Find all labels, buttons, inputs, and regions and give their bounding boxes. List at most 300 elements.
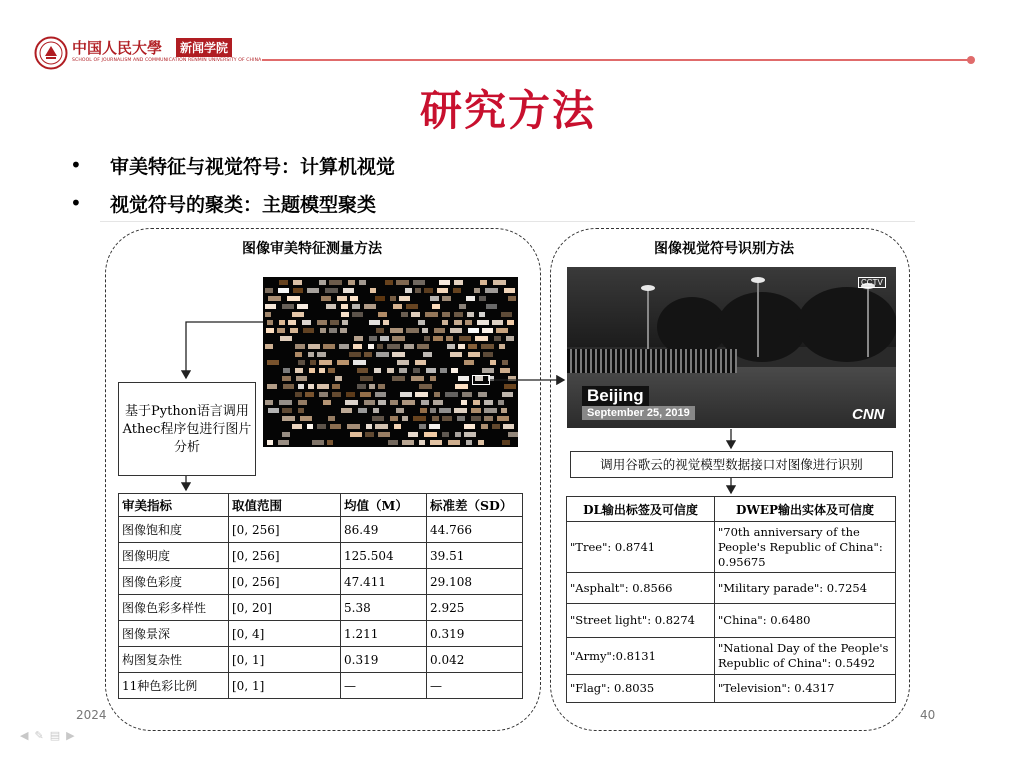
thumbnail-tile bbox=[374, 368, 381, 373]
street-lamp-glow bbox=[641, 285, 655, 291]
thumbnail-tile bbox=[308, 384, 314, 389]
thumbnail-tile bbox=[360, 376, 373, 381]
table-cell: 0.319 bbox=[427, 621, 523, 647]
thumbnail-tile bbox=[326, 304, 336, 309]
thumbnail-tile bbox=[319, 368, 325, 373]
table-cell: 1.211 bbox=[341, 621, 427, 647]
thumbnail-tile bbox=[411, 376, 424, 381]
thumbnail-tile bbox=[280, 336, 292, 341]
thumbnail-tile bbox=[508, 296, 516, 301]
thumbnail-tile bbox=[397, 360, 409, 365]
table-cell: [0, 20] bbox=[229, 595, 341, 621]
thumbnail-tile bbox=[450, 328, 462, 333]
thumbnail-tile bbox=[394, 424, 401, 429]
table-cell: [0, 256] bbox=[229, 569, 341, 595]
location-caption: Beijing bbox=[582, 386, 649, 406]
thumbnail-tile bbox=[350, 296, 358, 301]
thumbnail-tile bbox=[319, 360, 332, 365]
table-cell: [0, 256] bbox=[229, 543, 341, 569]
pen-icon[interactable]: ✎ bbox=[34, 729, 44, 742]
thumbnail-tile bbox=[399, 296, 410, 301]
thumbnail-tile bbox=[396, 408, 404, 413]
school-badge: 新闻学院 bbox=[176, 38, 232, 57]
thumbnail-tile bbox=[360, 392, 371, 397]
thumbnail-tile bbox=[328, 368, 335, 373]
thumbnail-tile bbox=[433, 336, 443, 341]
thumbnail-tile bbox=[265, 344, 273, 349]
thumbnail-tile bbox=[267, 440, 273, 445]
thumbnail-tile bbox=[455, 432, 461, 437]
thumbnail-tile bbox=[430, 296, 439, 301]
table-cell: 图像色彩度 bbox=[119, 569, 229, 595]
cnn-logo: CNN bbox=[852, 406, 885, 423]
thumbnail-tile bbox=[408, 432, 418, 437]
thumbnail-tile bbox=[501, 312, 512, 317]
bullet-marker: • bbox=[70, 153, 82, 177]
thumbnail-tile bbox=[468, 352, 480, 357]
thumbnail-tile bbox=[317, 320, 327, 325]
thumbnail-tile bbox=[378, 312, 387, 317]
thumbnail-tile bbox=[455, 384, 468, 389]
thumbnail-tile bbox=[425, 312, 438, 317]
table-cell: 29.108 bbox=[427, 569, 523, 595]
thumbnail-tile bbox=[496, 328, 508, 333]
thumbnail-tile bbox=[296, 376, 307, 381]
thumbnail-tile bbox=[298, 360, 305, 365]
table-header-cell: 审美指标 bbox=[119, 494, 229, 517]
selected-image-marker bbox=[472, 375, 490, 385]
table-cell: 图像明度 bbox=[119, 543, 229, 569]
aesthetic-features-table bbox=[118, 493, 523, 699]
thumbnail-tile bbox=[317, 352, 326, 357]
thumbnail-tile bbox=[307, 424, 313, 429]
table-cell: "National Day of the People's Republic of China": 0.5492 bbox=[715, 638, 896, 675]
thumbnail-tile bbox=[504, 384, 516, 389]
thumbnail-tile bbox=[341, 312, 349, 317]
thumbnail-tile bbox=[347, 424, 360, 429]
thumbnail-tile bbox=[303, 328, 314, 333]
thumbnail-tile bbox=[494, 336, 501, 341]
bullet-item bbox=[70, 184, 395, 222]
thumbnail-tile bbox=[317, 424, 326, 429]
thumbnail-tile bbox=[451, 368, 458, 373]
thumbnail-tile bbox=[506, 336, 514, 341]
street-lamp bbox=[867, 285, 869, 357]
thumbnail-tile bbox=[474, 288, 480, 293]
thumbnail-tile bbox=[373, 408, 379, 413]
thumbnail-tile bbox=[418, 320, 425, 325]
thumbnail-tile bbox=[445, 392, 458, 397]
thumbnail-tile bbox=[325, 288, 338, 293]
thumbnail-tile bbox=[481, 344, 494, 349]
thumbnail-tile bbox=[287, 296, 300, 301]
thumbnail-tile bbox=[368, 344, 374, 349]
bullet-list bbox=[70, 146, 395, 222]
thumbnail-tile bbox=[349, 352, 361, 357]
thumbnail-tile bbox=[387, 344, 400, 349]
thumbnail-tile bbox=[390, 400, 398, 405]
thumbnail-tile bbox=[283, 384, 294, 389]
table-cell: 44.766 bbox=[427, 517, 523, 543]
table-row bbox=[567, 522, 896, 573]
table-cell: "China": 0.6480 bbox=[715, 604, 896, 638]
thumbnail-tile bbox=[447, 344, 455, 349]
thumbnail-tile bbox=[369, 336, 377, 341]
thumbnail-tile bbox=[282, 416, 295, 421]
thumbnail-tile bbox=[400, 392, 412, 397]
table-cell: "Military parade": 0.7254 bbox=[715, 573, 896, 604]
thumbnail-tile bbox=[399, 368, 407, 373]
thumbnail-tile bbox=[500, 368, 510, 373]
page-number: 40 bbox=[920, 708, 936, 722]
thumbnail-tile bbox=[503, 424, 514, 429]
thumbnail-tile bbox=[499, 344, 505, 349]
thumbnail-tile bbox=[405, 288, 412, 293]
photo-troops bbox=[567, 349, 737, 373]
thumbnail-tile bbox=[442, 296, 451, 301]
thumbnail-tile bbox=[498, 400, 504, 405]
thumbnail-tile bbox=[330, 424, 341, 429]
thumbnail-tile bbox=[415, 360, 426, 365]
thumbnail-tile bbox=[282, 408, 292, 413]
table-cell: 2.925 bbox=[427, 595, 523, 621]
table-cell: "70th anniversary of the People's Republic of China": 0.95675 bbox=[715, 522, 896, 573]
thumbnail-tile bbox=[332, 384, 340, 389]
thumbnail-tile bbox=[419, 384, 432, 389]
thumbnail-tile bbox=[309, 368, 315, 373]
thumbnail-tile bbox=[442, 312, 450, 317]
thumbnail-tile bbox=[330, 320, 339, 325]
thumbnail-tile bbox=[279, 400, 292, 405]
footer-year: 2024 bbox=[76, 708, 107, 722]
thumbnail-tile bbox=[458, 376, 469, 381]
thumbnail-tile bbox=[504, 288, 515, 293]
thumbnail-tile bbox=[420, 408, 427, 413]
table-header-cell: DWEP输出实体及可信度 bbox=[715, 497, 896, 522]
thumbnail-tile bbox=[292, 424, 302, 429]
thumbnail-tile bbox=[484, 408, 497, 413]
next-slide-icon[interactable]: ▶ bbox=[66, 729, 75, 742]
thumbnail-tile bbox=[319, 392, 328, 397]
thumbnail-tile bbox=[464, 432, 476, 437]
thumbnail-tile bbox=[305, 392, 314, 397]
thumbnail-tile bbox=[352, 312, 363, 317]
thumbnail-tile bbox=[507, 320, 514, 325]
thumbnail-tile bbox=[267, 384, 277, 389]
thumbnail-tile bbox=[352, 304, 360, 309]
table-cell: "Tree": 0.8741 bbox=[567, 522, 715, 573]
table-cell: 图像景深 bbox=[119, 621, 229, 647]
thumbnail-tile bbox=[290, 328, 298, 333]
table-cell: "Army":0.8131 bbox=[567, 638, 715, 675]
thumbnail-tile bbox=[293, 288, 303, 293]
thumbnail-tile bbox=[459, 336, 471, 341]
thumbnail-tile bbox=[484, 400, 493, 405]
thumbnail-tile bbox=[402, 400, 415, 405]
thumbnail-tile bbox=[320, 328, 326, 333]
thumbnail-tile bbox=[446, 336, 453, 341]
thumbnail-tile bbox=[404, 344, 414, 349]
bullet-text: 审美特征与视觉符号：计算机视觉 bbox=[110, 155, 396, 178]
thumbnail-tile bbox=[483, 352, 493, 357]
table-row bbox=[567, 573, 896, 604]
thumbnail-tile bbox=[279, 280, 288, 285]
table-row bbox=[567, 638, 896, 675]
street-lamp bbox=[757, 279, 759, 357]
thumbnail-tile bbox=[442, 432, 449, 437]
thumbnail-tile bbox=[413, 280, 425, 285]
thumbnail-tile bbox=[458, 344, 465, 349]
street-lamp-glow bbox=[751, 277, 765, 283]
thumbnail-tile bbox=[364, 400, 375, 405]
table-cell: 5.38 bbox=[341, 595, 427, 621]
thumbnail-tile bbox=[468, 328, 479, 333]
thumbnail-tile bbox=[415, 288, 421, 293]
thumbnail-tile bbox=[387, 368, 394, 373]
thumbnail-tile bbox=[442, 416, 452, 421]
thumbnail-tile bbox=[308, 344, 320, 349]
thumbnail-tile bbox=[406, 328, 419, 333]
prev-slide-icon[interactable]: ◀ bbox=[20, 729, 29, 742]
thumbnail-tile bbox=[378, 432, 390, 437]
table-row bbox=[567, 604, 896, 638]
table-row bbox=[119, 569, 523, 595]
thumbnail-tile bbox=[383, 320, 389, 325]
thumbnail-tile bbox=[343, 288, 354, 293]
thumbnail-tile bbox=[390, 328, 403, 333]
thumbnail-tile bbox=[448, 440, 460, 445]
thumbnail-tile bbox=[477, 320, 489, 325]
thumbnail-tile bbox=[268, 296, 281, 301]
table-row bbox=[567, 675, 896, 703]
table-cell: "Street light": 0.8274 bbox=[567, 604, 715, 638]
thumbnail-tile bbox=[283, 368, 290, 373]
thumbnail-tile bbox=[298, 400, 307, 405]
thumbnail-tile bbox=[375, 392, 386, 397]
thumbnail-tile bbox=[392, 376, 405, 381]
thumbnail-tile bbox=[454, 280, 463, 285]
thumbnail-tile bbox=[479, 296, 486, 301]
thumbnail-tile bbox=[492, 320, 503, 325]
thumbnail-tile bbox=[430, 376, 436, 381]
thumbnail-tile bbox=[464, 424, 475, 429]
thumbnail-tile bbox=[295, 344, 305, 349]
thumbnail-tile bbox=[454, 320, 462, 325]
thumbnail-tile bbox=[430, 440, 442, 445]
thumbnail-tile bbox=[390, 416, 398, 421]
thumbnail-tile bbox=[265, 400, 273, 405]
thumbnail-tile bbox=[461, 400, 467, 405]
thumbnail-tile bbox=[350, 432, 362, 437]
thumbnail-tile bbox=[464, 360, 474, 365]
thumbnail-tile bbox=[341, 408, 352, 413]
thumbnail-tile bbox=[467, 312, 474, 317]
thumbnail-tile bbox=[378, 400, 386, 405]
header-divider bbox=[262, 59, 970, 61]
thumbnail-tile bbox=[423, 352, 432, 357]
thumbnail-tile bbox=[392, 352, 405, 357]
table-header-cell: 均值（M） bbox=[341, 494, 427, 517]
thumbnail-tile bbox=[312, 440, 324, 445]
thumbnail-tile bbox=[402, 416, 408, 421]
table-header-cell: 标准差（SD） bbox=[427, 494, 523, 517]
thumbnail-tile bbox=[471, 416, 481, 421]
python-athec-box: 基于Python语言调用Athec程序包进行图片分析 bbox=[118, 382, 256, 476]
thumbnail-tile bbox=[502, 440, 510, 445]
table-header-row bbox=[567, 497, 896, 522]
thumbnail-tile bbox=[485, 288, 498, 293]
thumbnail-tile bbox=[375, 424, 388, 429]
thumbnail-tile bbox=[377, 344, 383, 349]
thumbnail-tile bbox=[473, 400, 480, 405]
slide-nav-controls[interactable] bbox=[20, 729, 75, 742]
thumbnail-tile bbox=[298, 408, 304, 413]
thumbnail-tile bbox=[501, 408, 507, 413]
thumbnail-tile bbox=[295, 352, 302, 357]
thumbnail-tile bbox=[415, 392, 428, 397]
thumbnail-tile bbox=[417, 344, 429, 349]
thumbnail-tile bbox=[310, 360, 316, 365]
thumbnail-tile bbox=[328, 416, 335, 421]
thumbnail-tile bbox=[419, 424, 426, 429]
thumbnail-tile bbox=[479, 312, 485, 317]
table-row bbox=[119, 647, 523, 673]
thumbnail-tile bbox=[421, 400, 429, 405]
thumbnail-tile bbox=[297, 304, 308, 309]
thumbnail-tile bbox=[376, 328, 384, 333]
thumbnail-tile bbox=[508, 376, 516, 381]
symbol-panel-title: 图像视觉符号识别方法 bbox=[654, 241, 794, 257]
thumbnail-tile bbox=[376, 352, 389, 357]
thumbnail-tile bbox=[478, 440, 484, 445]
thumbnail-tile bbox=[319, 280, 326, 285]
table-row bbox=[119, 673, 523, 699]
thumbnail-tile bbox=[288, 320, 296, 325]
table-cell: 86.49 bbox=[341, 517, 427, 543]
thumbnail-tile bbox=[308, 352, 314, 357]
thumbnail-tile bbox=[459, 304, 466, 309]
thumbnail-tile bbox=[337, 296, 347, 301]
thumbnail-tile bbox=[266, 328, 274, 333]
thumbnail-tile bbox=[329, 328, 337, 333]
table-header-row bbox=[119, 494, 523, 517]
table-cell: 图像色彩多样性 bbox=[119, 595, 229, 621]
thumbnail-tile bbox=[321, 296, 331, 301]
thumbnail-tile bbox=[277, 328, 285, 333]
google-vision-api-box: 调用谷歌云的视觉模型数据接口对图像进行识别 bbox=[570, 451, 893, 478]
thumbnail-tile bbox=[364, 304, 376, 309]
table-cell: "Television": 0.4317 bbox=[715, 675, 896, 703]
thumbnail-tile bbox=[365, 432, 374, 437]
image-mosaic bbox=[263, 277, 518, 447]
aesthetic-panel-title: 图像审美特征测量方法 bbox=[242, 241, 382, 257]
table-cell: [0, 1] bbox=[229, 647, 341, 673]
thumbnail-tile bbox=[342, 320, 348, 325]
thumbnail-tile bbox=[486, 304, 497, 309]
thumbnail-tile bbox=[422, 328, 428, 333]
street-lamp bbox=[647, 287, 649, 357]
table-cell: 图像饱和度 bbox=[119, 517, 229, 543]
thumbnail-tile bbox=[426, 368, 436, 373]
thumbnail-tile bbox=[480, 280, 487, 285]
table-cell: 125.504 bbox=[341, 543, 427, 569]
thumbnail-tile bbox=[502, 392, 513, 397]
thumbnail-tile bbox=[402, 440, 414, 445]
thumbnail-tile bbox=[268, 408, 279, 413]
bullet-item bbox=[70, 146, 395, 184]
thumbnail-tile bbox=[282, 304, 294, 309]
thumbnail-tile bbox=[462, 392, 472, 397]
thumbnail-tile bbox=[471, 408, 481, 413]
table-cell: 构图复杂性 bbox=[119, 647, 229, 673]
header-divider-dot bbox=[967, 56, 975, 64]
thumbnail-tile bbox=[335, 376, 342, 381]
thumbnail-tile bbox=[378, 384, 385, 389]
thumbnail-tile bbox=[302, 320, 311, 325]
thumbnail-tile bbox=[432, 416, 439, 421]
table-cell: "Flag": 0.8035 bbox=[567, 675, 715, 703]
thumbnail-tile bbox=[502, 360, 508, 365]
thumbnail-tile bbox=[341, 304, 348, 309]
thumbnail-tile bbox=[295, 392, 302, 397]
thumbnail-tile bbox=[390, 296, 396, 301]
table-cell: 0.319 bbox=[341, 647, 427, 673]
thumbnail-tile bbox=[433, 400, 443, 405]
thumbnail-tile bbox=[440, 368, 447, 373]
table-row bbox=[119, 595, 523, 621]
thumbnail-tile bbox=[323, 344, 335, 349]
thumbnail-tile bbox=[353, 360, 366, 365]
thumbnail-tile bbox=[292, 312, 304, 317]
thumbnail-tile bbox=[354, 336, 363, 341]
thumbnail-tile bbox=[478, 392, 487, 397]
thumbnail-tile bbox=[411, 312, 420, 317]
thumbnail-tile bbox=[482, 368, 494, 373]
thumbnail-tile bbox=[454, 408, 467, 413]
table-cell: — bbox=[427, 673, 523, 699]
thumbnail-tile bbox=[348, 280, 355, 285]
thumbnail-tile bbox=[267, 320, 273, 325]
table-cell: 11种色彩比例 bbox=[119, 673, 229, 699]
menu-icon[interactable]: ▤ bbox=[49, 729, 61, 742]
institution-name-cn: 中国人民大學 bbox=[72, 39, 163, 57]
table-cell: 0.042 bbox=[427, 647, 523, 673]
table-cell: [0, 4] bbox=[229, 621, 341, 647]
thumbnail-tile bbox=[468, 344, 477, 349]
thumbnail-tile bbox=[298, 384, 304, 389]
thumbnail-tile bbox=[278, 288, 289, 293]
thumbnail-tile bbox=[372, 416, 384, 421]
thumbnail-tile bbox=[482, 328, 493, 333]
table-cell: — bbox=[341, 673, 427, 699]
thumbnail-tile bbox=[317, 384, 329, 389]
thumbnail-tile bbox=[295, 368, 303, 373]
thumbnail-tile bbox=[385, 280, 393, 285]
thumbnail-tile bbox=[466, 440, 472, 445]
thumbnail-tile bbox=[392, 336, 405, 341]
thumbnail-tile bbox=[434, 392, 440, 397]
table-cell: [0, 256] bbox=[229, 517, 341, 543]
thumbnail-tile bbox=[388, 440, 398, 445]
thumbnail-tile bbox=[293, 280, 302, 285]
thumbnail-tile bbox=[337, 360, 349, 365]
thumbnail-tile bbox=[282, 376, 291, 381]
thumbnail-tile bbox=[413, 416, 426, 421]
table-row bbox=[119, 543, 523, 569]
thumbnail-tile bbox=[466, 296, 475, 301]
bullet-text: 视觉符号的聚类：主题模型聚类 bbox=[110, 193, 377, 216]
thumbnail-tile bbox=[357, 384, 366, 389]
